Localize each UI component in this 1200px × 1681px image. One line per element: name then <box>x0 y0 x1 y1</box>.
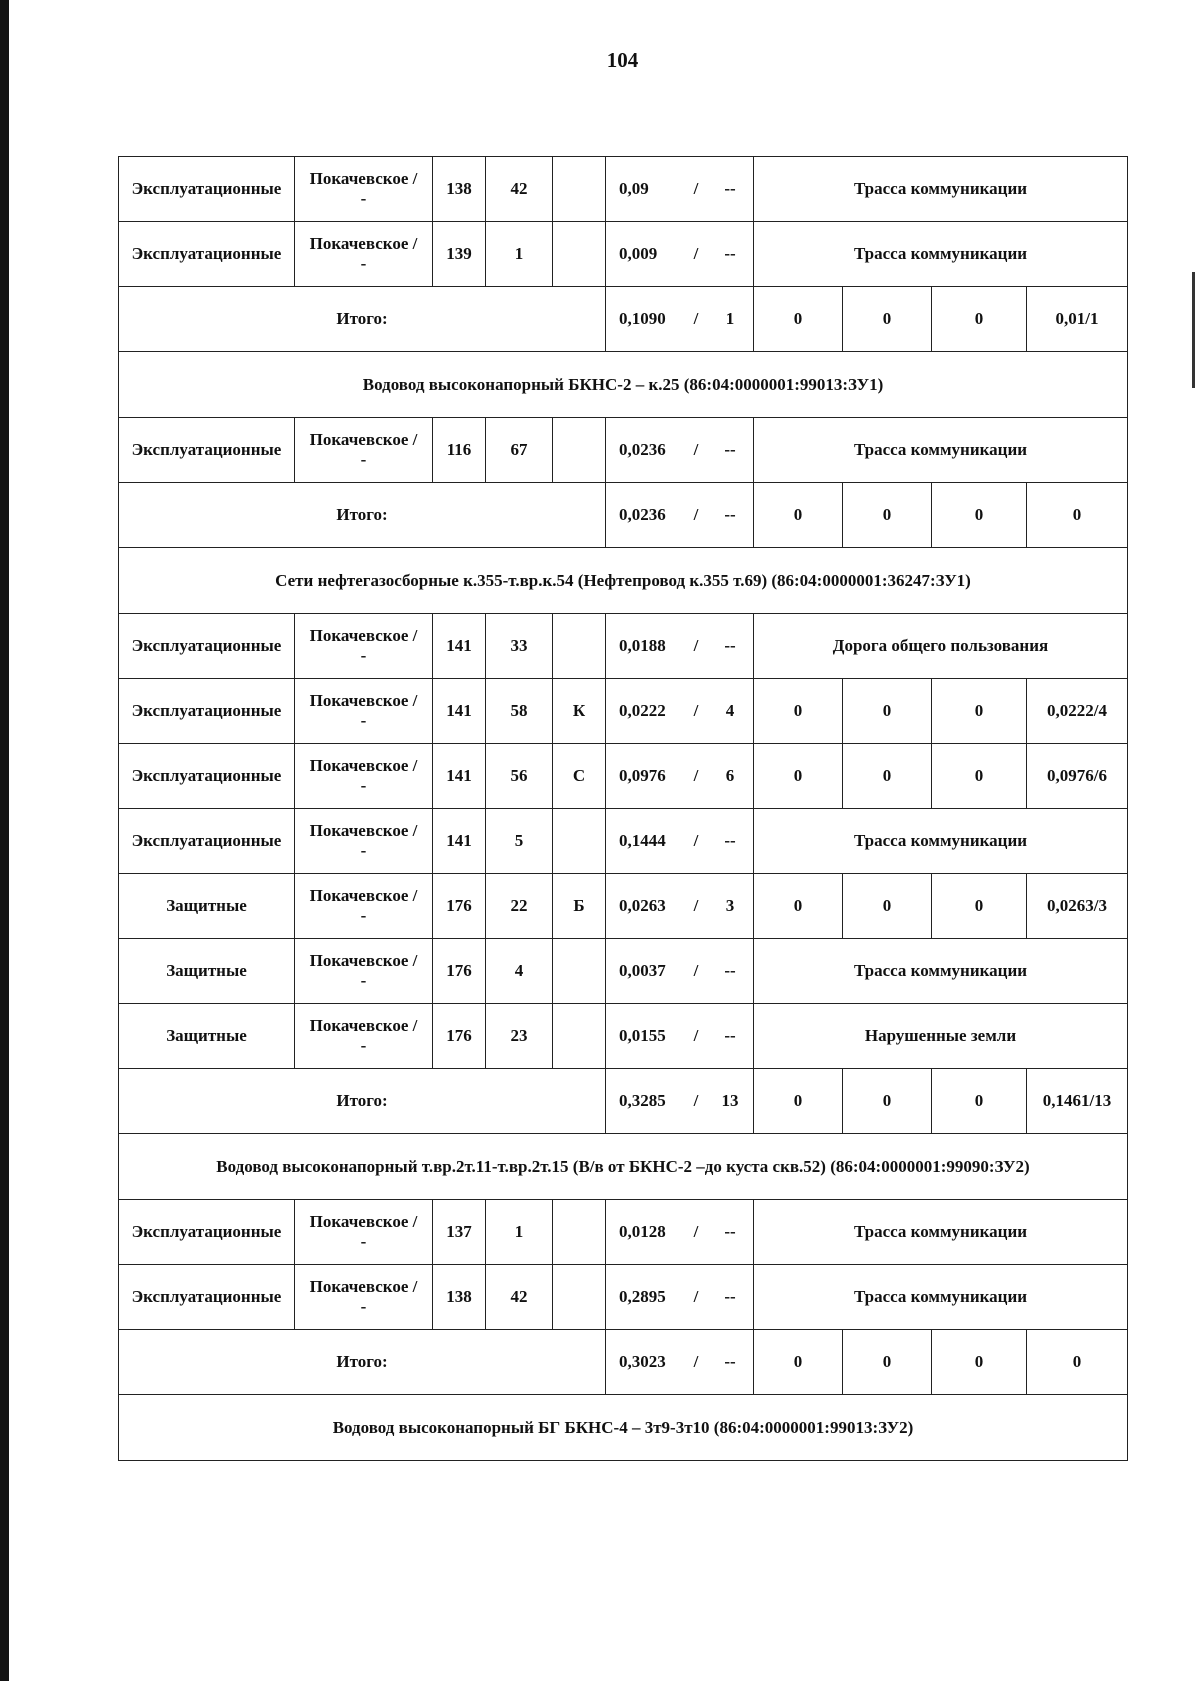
plot-cell: 56 <box>486 744 553 809</box>
area-cell <box>606 483 754 548</box>
area-slash: / <box>693 440 699 460</box>
value-col-2: 0 <box>843 744 932 809</box>
section-header-row <box>119 548 1128 614</box>
forestry-cell <box>295 157 433 222</box>
forestry-name: Покачевское / <box>309 234 418 254</box>
value-col-3: 0 <box>932 744 1027 809</box>
plot-cell: 1 <box>486 1200 553 1265</box>
plot-cell: 1 <box>486 222 553 287</box>
area-count: -- <box>724 1222 736 1242</box>
area-cell <box>606 679 754 744</box>
area-value: 0,0222 <box>619 701 666 721</box>
purpose-note-cell: Дорога общего пользования <box>754 614 1128 679</box>
total-col-4: 0 <box>1027 1330 1128 1395</box>
total-row <box>119 1330 1128 1395</box>
value-col-1: 0 <box>754 874 843 939</box>
area-slash: / <box>693 961 699 981</box>
area-count: 1 <box>725 309 735 329</box>
area-cell <box>606 1069 754 1134</box>
table-row <box>119 418 1128 483</box>
forestry-cell <box>295 1200 433 1265</box>
area-cell <box>606 157 754 222</box>
table-row <box>119 874 1128 939</box>
area-value: 0,0128 <box>619 1222 666 1242</box>
plot-cell: 42 <box>486 157 553 222</box>
area-value: 0,0976 <box>619 766 666 786</box>
purpose-note-cell: Трасса коммуникации <box>754 939 1128 1004</box>
area-slash: / <box>693 1352 699 1372</box>
section-title: Сети нефтегазосборные к.355-т.вр.к.54 (Нефтепровод к.355 т.69) (86:04:0000001:36247:ЗУ1) <box>119 548 1128 614</box>
forestry-cell <box>295 874 433 939</box>
section-title: Водовод высоконапорный БКНС-2 – к.25 (86:04:0000001:99013:ЗУ1) <box>119 352 1128 418</box>
land-category-cell: Защитные <box>119 874 295 939</box>
value-col-1: 0 <box>754 679 843 744</box>
area-cell <box>606 939 754 1004</box>
section-header-row <box>119 1134 1128 1200</box>
forestry-subname: - <box>360 906 367 925</box>
table-row <box>119 809 1128 874</box>
forestry-subname: - <box>360 971 367 990</box>
area-slash: / <box>693 1287 699 1307</box>
area-value: 0,2895 <box>619 1287 666 1307</box>
total-col-2: 0 <box>843 1330 932 1395</box>
area-slash: / <box>693 896 699 916</box>
total-col-2: 0 <box>843 1069 932 1134</box>
area-count: -- <box>724 505 736 525</box>
area-cell <box>606 809 754 874</box>
total-col-3: 0 <box>932 287 1027 352</box>
area-cell <box>606 744 754 809</box>
land-category-cell: Эксплуатационные <box>119 222 295 287</box>
category-code-cell <box>553 1265 606 1330</box>
area-cell <box>606 1200 754 1265</box>
category-code-cell: С <box>553 744 606 809</box>
quarter-cell: 141 <box>433 744 486 809</box>
category-code-cell: К <box>553 679 606 744</box>
value-col-3: 0 <box>932 874 1027 939</box>
total-col-2: 0 <box>843 483 932 548</box>
purpose-note-cell: Трасса коммуникации <box>754 809 1128 874</box>
quarter-cell: 137 <box>433 1200 486 1265</box>
purpose-note-cell: Нарушенные земли <box>754 1004 1128 1069</box>
category-code-cell <box>553 1004 606 1069</box>
table-row <box>119 614 1128 679</box>
page-number: 104 <box>606 48 639 72</box>
total-col-3: 0 <box>932 1330 1027 1395</box>
quarter-cell: 141 <box>433 614 486 679</box>
quarter-cell: 176 <box>433 1004 486 1069</box>
area-cell <box>606 1004 754 1069</box>
area-slash: / <box>693 701 699 721</box>
area-value: 0,1090 <box>619 309 666 329</box>
forestry-cell <box>295 939 433 1004</box>
scan-right-mark <box>1192 272 1195 388</box>
area-slash: / <box>693 831 699 851</box>
forestry-subname: - <box>360 841 367 860</box>
section-title: Водовод высоконапорный БГ БКНС-4 – 3т9-3т10 (86:04:0000001:99013:ЗУ2) <box>119 1395 1128 1461</box>
quarter-cell: 176 <box>433 939 486 1004</box>
table-row <box>119 1265 1128 1330</box>
area-count: -- <box>724 636 736 656</box>
forestry-name: Покачевское / <box>309 430 418 450</box>
area-cell <box>606 874 754 939</box>
forestry-cell <box>295 809 433 874</box>
value-col-2: 0 <box>843 874 932 939</box>
category-code-cell <box>553 1200 606 1265</box>
area-value: 0,0236 <box>619 440 666 460</box>
total-col-4: 0,1461/13 <box>1027 1069 1128 1134</box>
forestry-cell <box>295 1004 433 1069</box>
total-row <box>119 483 1128 548</box>
forestry-name: Покачевское / <box>309 886 418 906</box>
land-category-cell: Эксплуатационные <box>119 614 295 679</box>
category-code-cell <box>553 939 606 1004</box>
area-count: 13 <box>721 1091 739 1111</box>
total-col-4: 0 <box>1027 483 1128 548</box>
plot-cell: 5 <box>486 809 553 874</box>
area-count: -- <box>724 1026 736 1046</box>
scan-left-edge <box>0 0 9 1681</box>
forestry-name: Покачевское / <box>309 756 418 776</box>
area-slash: / <box>693 766 699 786</box>
area-cell <box>606 222 754 287</box>
section-header-row <box>119 352 1128 418</box>
area-cell <box>606 287 754 352</box>
land-category-cell: Защитные <box>119 939 295 1004</box>
forestry-subname: - <box>360 189 367 208</box>
area-slash: / <box>693 179 699 199</box>
section-title: Водовод высоконапорный т.вр.2т.11-т.вр.2т.15 (В/в от БКНС-2 –до куста скв.52) (86:04:0000001:99090:ЗУ2) <box>119 1134 1128 1200</box>
area-slash: / <box>693 309 699 329</box>
table-row <box>119 1200 1128 1265</box>
land-category-cell: Эксплуатационные <box>119 418 295 483</box>
category-code-cell: Б <box>553 874 606 939</box>
area-count: -- <box>724 831 736 851</box>
purpose-note-cell: Трасса коммуникации <box>754 418 1128 483</box>
area-slash: / <box>693 1091 699 1111</box>
area-slash: / <box>693 1222 699 1242</box>
forestry-name: Покачевское / <box>309 951 418 971</box>
area-count: -- <box>724 440 736 460</box>
forestry-name: Покачевское / <box>309 1016 418 1036</box>
value-col-2: 0 <box>843 679 932 744</box>
land-plot-table <box>118 156 1128 1461</box>
land-category-cell: Эксплуатационные <box>119 157 295 222</box>
area-count: -- <box>724 1352 736 1372</box>
area-value: 0,3023 <box>619 1352 666 1372</box>
total-label: Итого: <box>119 1330 606 1395</box>
forestry-subname: - <box>360 1297 367 1316</box>
land-category-cell: Эксплуатационные <box>119 679 295 744</box>
plot-cell: 67 <box>486 418 553 483</box>
forestry-subname: - <box>360 254 367 273</box>
table-row <box>119 744 1128 809</box>
area-value: 0,009 <box>619 244 658 264</box>
total-col-3: 0 <box>932 483 1027 548</box>
value-col-3: 0 <box>932 679 1027 744</box>
area-cell <box>606 418 754 483</box>
forestry-name: Покачевское / <box>309 1212 418 1232</box>
total-col-2: 0 <box>843 287 932 352</box>
category-code-cell <box>553 418 606 483</box>
forestry-subname: - <box>360 711 367 730</box>
forestry-name: Покачевское / <box>309 821 418 841</box>
forestry-subname: - <box>360 450 367 469</box>
forestry-cell <box>295 222 433 287</box>
category-code-cell <box>553 157 606 222</box>
value-col-1: 0 <box>754 744 843 809</box>
area-value: 0,0155 <box>619 1026 666 1046</box>
quarter-cell: 141 <box>433 679 486 744</box>
purpose-note-cell: Трасса коммуникации <box>754 1200 1128 1265</box>
table-row <box>119 939 1128 1004</box>
forestry-subname: - <box>360 1036 367 1055</box>
quarter-cell: 138 <box>433 157 486 222</box>
area-count: 4 <box>725 701 735 721</box>
area-cell <box>606 1330 754 1395</box>
forestry-name: Покачевское / <box>309 626 418 646</box>
quarter-cell: 141 <box>433 809 486 874</box>
land-category-cell: Эксплуатационные <box>119 744 295 809</box>
forestry-cell <box>295 1265 433 1330</box>
total-label: Итого: <box>119 287 606 352</box>
total-row <box>119 287 1128 352</box>
plot-cell: 22 <box>486 874 553 939</box>
forestry-cell <box>295 679 433 744</box>
purpose-note-cell: Трасса коммуникации <box>754 157 1128 222</box>
area-count: -- <box>724 244 736 264</box>
area-cell <box>606 1265 754 1330</box>
area-value: 0,0188 <box>619 636 666 656</box>
total-row <box>119 1069 1128 1134</box>
area-count: -- <box>724 961 736 981</box>
forestry-subname: - <box>360 646 367 665</box>
quarter-cell: 176 <box>433 874 486 939</box>
section-header-row <box>119 1395 1128 1461</box>
area-value: 0,0037 <box>619 961 666 981</box>
forestry-subname: - <box>360 1232 367 1251</box>
area-count: 6 <box>725 766 735 786</box>
purpose-note-cell: Трасса коммуникации <box>754 222 1128 287</box>
total-col-1: 0 <box>754 483 843 548</box>
plot-cell: 4 <box>486 939 553 1004</box>
quarter-cell: 139 <box>433 222 486 287</box>
land-category-cell: Эксплуатационные <box>119 1265 295 1330</box>
table-row <box>119 679 1128 744</box>
total-label: Итого: <box>119 483 606 548</box>
plot-cell: 42 <box>486 1265 553 1330</box>
category-code-cell <box>553 614 606 679</box>
category-code-cell <box>553 809 606 874</box>
table-row <box>119 157 1128 222</box>
forestry-cell <box>295 614 433 679</box>
plot-cell: 23 <box>486 1004 553 1069</box>
area-value: 0,0236 <box>619 505 666 525</box>
total-col-4: 0,01/1 <box>1027 287 1128 352</box>
purpose-note-cell: Трасса коммуникации <box>754 1265 1128 1330</box>
forestry-cell <box>295 744 433 809</box>
area-count: -- <box>724 179 736 199</box>
forestry-name: Покачевское / <box>309 691 418 711</box>
forestry-cell <box>295 418 433 483</box>
land-category-cell: Защитные <box>119 1004 295 1069</box>
total-label: Итого: <box>119 1069 606 1134</box>
area-value: 0,3285 <box>619 1091 666 1111</box>
total-col-1: 0 <box>754 1069 843 1134</box>
area-count: -- <box>724 1287 736 1307</box>
area-slash: / <box>693 244 699 264</box>
value-col-4: 0,0976/6 <box>1027 744 1128 809</box>
area-value: 0,0263 <box>619 896 666 916</box>
forestry-name: Покачевское / <box>309 1277 418 1297</box>
quarter-cell: 138 <box>433 1265 486 1330</box>
area-cell <box>606 614 754 679</box>
total-col-1: 0 <box>754 287 843 352</box>
area-value: 0,1444 <box>619 831 666 851</box>
area-slash: / <box>693 636 699 656</box>
area-slash: / <box>693 1026 699 1046</box>
value-col-4: 0,0263/3 <box>1027 874 1128 939</box>
value-col-4: 0,0222/4 <box>1027 679 1128 744</box>
area-value: 0,09 <box>619 179 649 199</box>
table-row <box>119 222 1128 287</box>
total-col-1: 0 <box>754 1330 843 1395</box>
plot-cell: 58 <box>486 679 553 744</box>
forestry-name: Покачевское / <box>309 169 418 189</box>
total-col-3: 0 <box>932 1069 1027 1134</box>
plot-cell: 33 <box>486 614 553 679</box>
table-row <box>119 1004 1128 1069</box>
area-slash: / <box>693 505 699 525</box>
forestry-subname: - <box>360 776 367 795</box>
land-category-cell: Эксплуатационные <box>119 1200 295 1265</box>
land-category-cell: Эксплуатационные <box>119 809 295 874</box>
area-count: 3 <box>725 896 735 916</box>
category-code-cell <box>553 222 606 287</box>
quarter-cell: 116 <box>433 418 486 483</box>
